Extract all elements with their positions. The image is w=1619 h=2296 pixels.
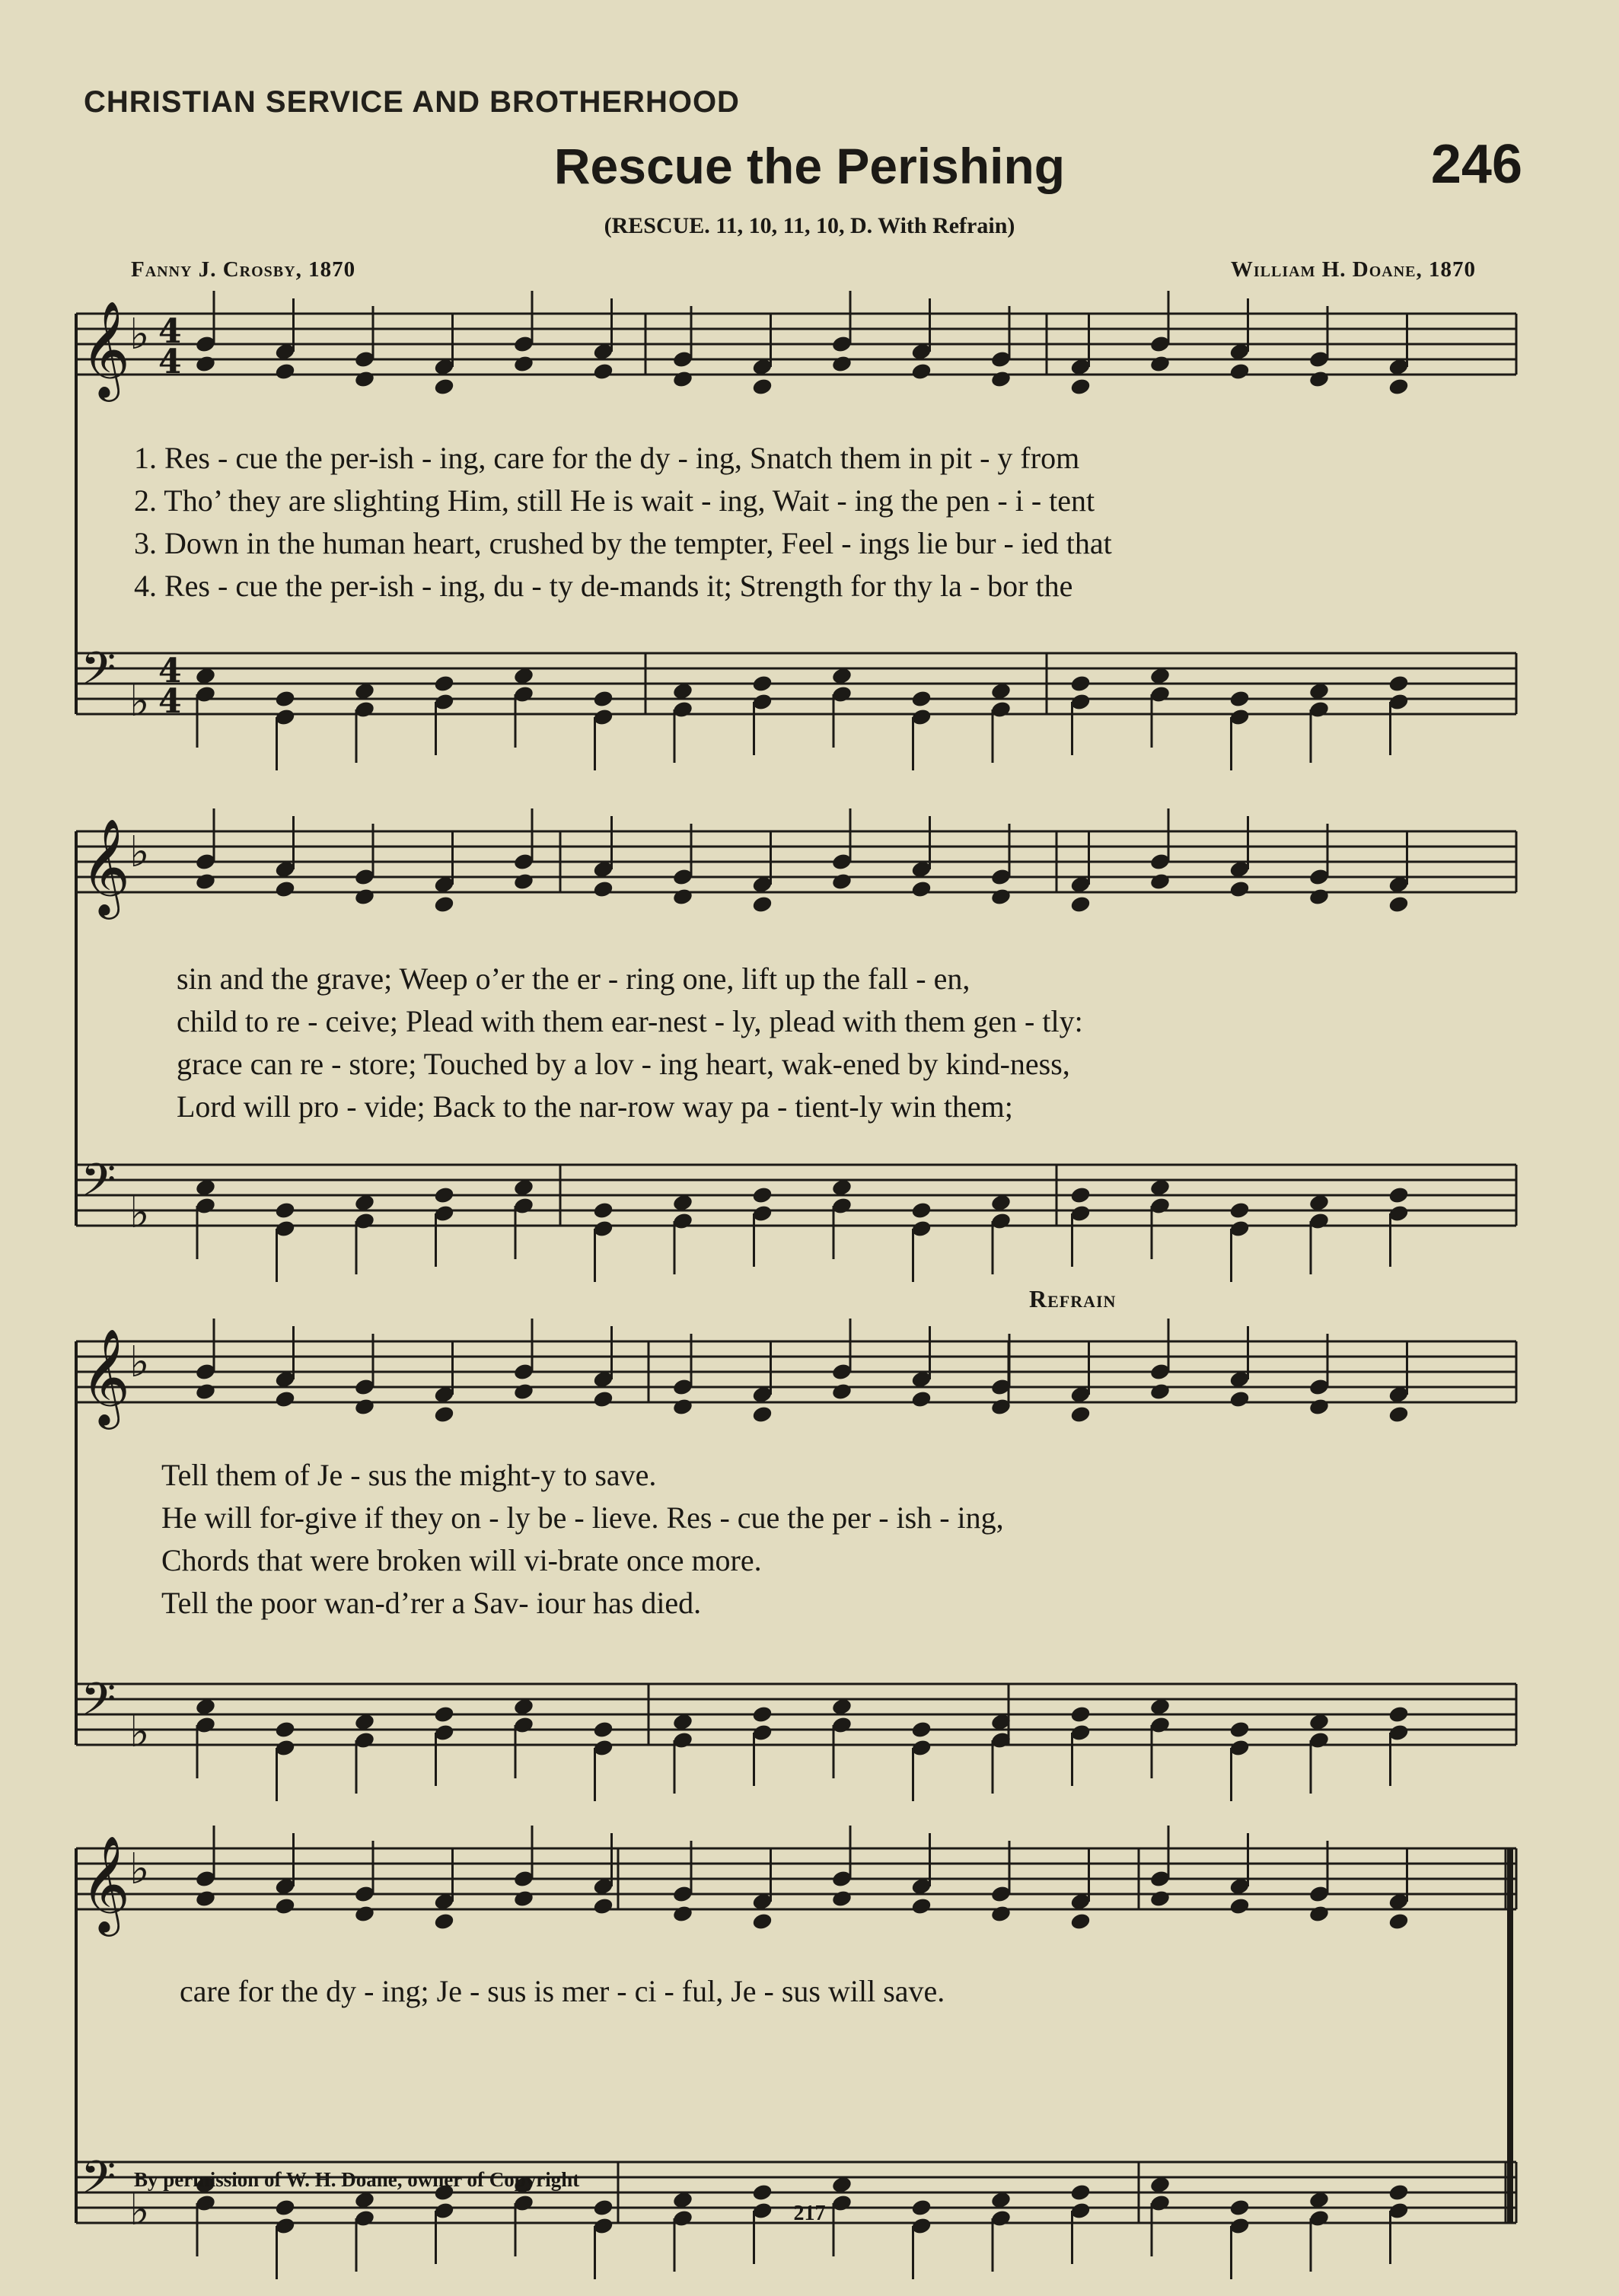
note-head [1069,1912,1092,1931]
note-head [592,1896,614,1915]
lyric-line: 4. Res - cue the per-ish - ing, du - ty de-mands it; Strength for thy la - bor the [134,569,1073,603]
key-flat: ♭ [129,1845,150,1894]
note-head [433,1704,455,1724]
note-head [910,879,932,898]
note-head [751,1405,773,1424]
time-signature: 4 [158,682,182,721]
time-signature: 4 [158,312,182,351]
note-head [513,354,535,373]
note-head [274,1896,296,1915]
note-head [672,887,694,906]
lyric-line: grace can re - store; Touched by a lov - ing heart, wak-ened by kind-ness, [177,1047,1070,1081]
note-head [1149,872,1171,891]
note-head [433,1185,455,1204]
note-head [990,887,1012,906]
note-head [1308,887,1331,906]
note-head [274,362,296,381]
note-head [831,872,853,891]
note-head [354,1397,376,1416]
key-flat: ♭ [129,1708,150,1757]
note-head [910,362,932,381]
key-flat: ♭ [129,2186,150,2235]
note-head [1388,674,1410,693]
lyric-line: child to re - ceive; Plead with them ear-nest - ly, plead with them gen - tly: [177,1004,1083,1038]
bass-clef: 𝄢 [81,642,116,706]
note-head [195,354,217,373]
treble-clef: 𝄞 [81,1328,131,1425]
note-head [990,369,1012,388]
key-flat: ♭ [129,828,150,877]
treble-clef: 𝄞 [81,300,131,397]
copyright-note: By permission of W. H. Doane, owner of Copyright [134,2168,580,2191]
bass-clef: 𝄢 [81,2151,116,2215]
lyric-line: Tell the poor wan-d’rer a Sav- iour has died. [161,1586,702,1620]
note-head [990,1904,1012,1923]
lyric-line: Lord will pro - vide; Back to the nar-row way pa - tient-ly win them; [177,1089,1013,1124]
note-head [592,362,614,381]
note-head [354,887,376,906]
note-head [1069,894,1092,914]
lyricist-credit: Fanny J. Crosby, 1870 [131,257,356,282]
note-head [751,1912,773,1931]
note-head [1069,2183,1092,2202]
treble-clef: 𝄞 [81,818,131,915]
note-head [910,1389,932,1408]
note-head [274,1389,296,1408]
note-head [831,1889,853,1908]
note-head [1308,369,1331,388]
composer-credit: William H. Doane, 1870 [1230,257,1476,282]
lyric-line: 1. Res - cue the per-ish - ing, care for the dy - ing, Snatch them in pit - y from [134,441,1080,475]
note-head [274,1201,296,1220]
note-head [751,674,773,693]
key-flat: ♭ [129,677,150,726]
note-head [1069,1405,1092,1424]
note-head [910,1720,932,1739]
note-head [433,1405,455,1424]
note-head [195,1382,217,1401]
note-head [1388,1405,1410,1424]
note-head [592,689,614,708]
note-head [592,1201,614,1220]
time-signature: 4 [158,343,182,381]
note-head [1388,894,1410,914]
note-head [751,1704,773,1724]
note-head [1229,1896,1251,1915]
lyric-line: sin and the grave; Weep o’er the er - ring one, lift up the fall - en, [177,961,970,996]
note-head [1229,1720,1251,1739]
key-flat: ♭ [129,310,150,359]
note-head [910,1896,932,1915]
note-head [354,1904,376,1923]
note-head [1149,1382,1171,1401]
hymn-number: 246 [1430,134,1522,195]
note-head [1229,1201,1251,1220]
note-head [1229,362,1251,381]
note-head [274,879,296,898]
note-head [751,1185,773,1204]
note-head [1069,1704,1092,1724]
note-head [1308,1397,1331,1416]
note-head [1069,674,1092,693]
note-head [672,369,694,388]
note-head [910,689,932,708]
tune-meter: (RESCUE. 11, 10, 11, 10, D. With Refrain) [604,213,1015,238]
lyric-line: 2. Tho’ they are slighting Him, still He is wait - ing, Wait - ing the pen - i - tent [134,483,1095,518]
lyric-line: 3. Down in the human heart, crushed by the tempter, Feel - ings lie bur - ied that [134,526,1112,560]
note-head [751,377,773,396]
treble-clef: 𝄞 [81,1835,131,1932]
note-head [1229,1389,1251,1408]
note-head [354,369,376,388]
note-head [672,1397,694,1416]
lyric-line: Chords that were broken will vi-brate once more. [161,1543,762,1577]
note-head [513,1889,535,1908]
note-head [592,879,614,898]
bass-clef: 𝄢 [81,1673,116,1736]
note-head [831,354,853,373]
note-head [1308,1904,1331,1923]
lyric-line: He will for-give if they on - ly be - lieve. Res - cue the per - ish - ing, [161,1500,1004,1535]
note-head [433,377,455,396]
bass-clef: 𝄢 [81,1153,116,1217]
note-head [274,689,296,708]
note-head [910,1201,932,1220]
note-head [1229,689,1251,708]
note-head [1069,377,1092,396]
note-head [433,894,455,914]
time-signature: 4 [158,652,182,690]
lyric-line: care for the dy - ing; Je - sus is mer - ci - ful, Je - sus will save. [180,1974,945,2008]
note-head [672,1904,694,1923]
refrain-label: Refrain [1029,1285,1117,1312]
hymn-title: Rescue the Perishing [553,138,1066,194]
note-head [1388,1912,1410,1931]
note-head [1149,1889,1171,1908]
note-head [1229,879,1251,898]
note-head [274,1720,296,1739]
note-head [513,872,535,891]
note-head [433,1912,455,1931]
section-heading: CHRISTIAN SERVICE AND BROTHERHOOD [84,85,740,119]
lyric-line: Tell them of Je - sus the might-y to save. [161,1458,657,1492]
note-head [1388,1704,1410,1724]
note-head [1069,1185,1092,1204]
note-head [433,674,455,693]
key-flat: ♭ [129,1188,150,1238]
note-head [1149,354,1171,373]
note-head [1388,377,1410,396]
note-head [1388,1185,1410,1204]
note-head [751,2183,773,2202]
note-head [195,872,217,891]
note-head [195,1889,217,1908]
key-flat: ♭ [129,1338,150,1387]
note-head [1388,2183,1410,2202]
note-head [751,894,773,914]
note-head [513,1382,535,1401]
note-head [592,1389,614,1408]
page-number: 217 [793,2202,826,2225]
note-head [831,1382,853,1401]
note-head [592,1720,614,1739]
